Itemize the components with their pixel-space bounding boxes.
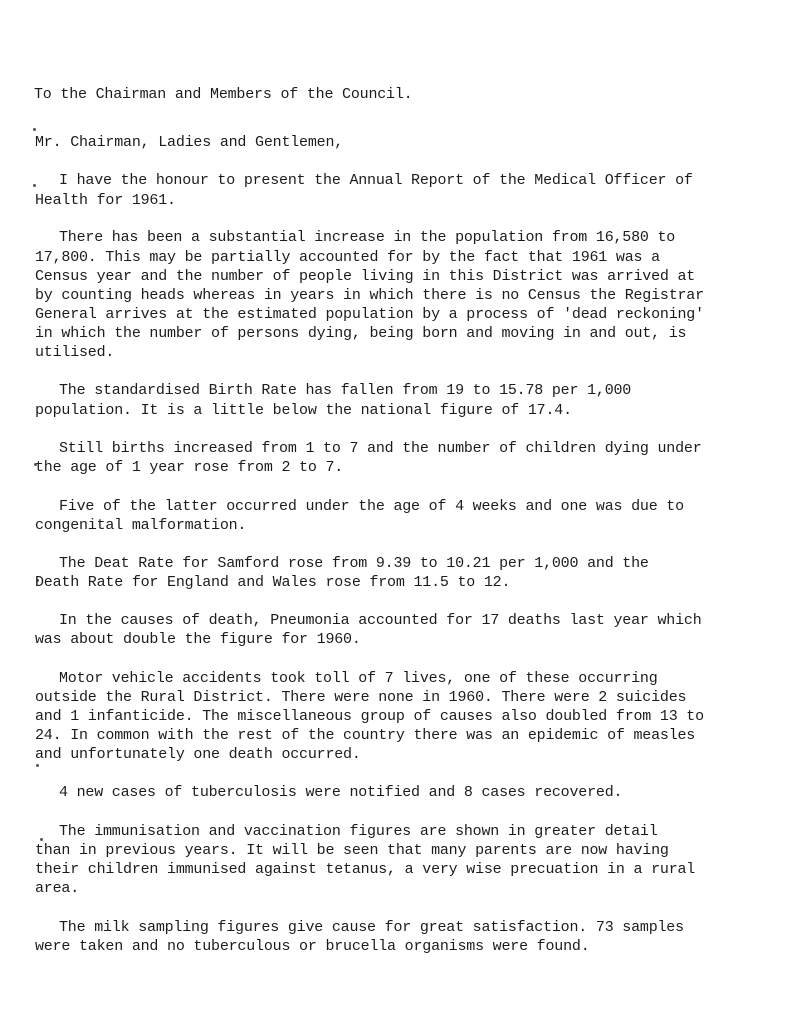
text-line: 24. In common with the rest of the country there was an epidemic of measles: [35, 727, 696, 744]
text-line: was about double the figure for 1960.: [35, 631, 361, 648]
text-line: in which the number of persons dying, being born and moving in and out, is: [35, 325, 687, 342]
text-line: the age of 1 year rose from 2 to 7.: [35, 459, 344, 476]
text-line: Five of the latter occurred under the age of 4 weeks and one was due to: [59, 498, 684, 515]
margin-speck: [33, 184, 36, 187]
text-line: Motor vehicle accidents took toll of 7 lives, one of these occurring: [59, 670, 658, 687]
text-line: In the causes of death, Pneumonia accounted for 17 deaths last year which: [59, 612, 702, 629]
salutation-line: Mr. Chairman, Ladies and Gentlemen,: [35, 134, 344, 151]
text-line: were taken and no tuberculous or brucella organisms were found.: [35, 938, 590, 955]
addressee-line: To the Chairman and Members of the Council.: [34, 86, 413, 103]
text-line: There has been a substantial increase in the population from 16,580 to: [59, 229, 676, 246]
text-line: Death Rate for England and Wales rose from 11.5 to 12.: [35, 574, 511, 591]
text-line: utilised.: [35, 344, 115, 361]
text-line: by counting heads whereas in years in which there is no Census the Registrar: [35, 287, 704, 304]
text-line: Health for 1961.: [35, 192, 176, 209]
margin-speck: [36, 764, 39, 767]
text-line: outside the Rural District. There were none in 1960. There were 2 suicides: [35, 689, 687, 706]
text-line: than in previous years. It will be seen that many parents are now having: [35, 842, 669, 859]
text-line: The immunisation and vaccination figures are shown in greater detail: [59, 823, 658, 840]
text-line: their children immunised against tetanus, a very wise precuation in a rural: [35, 861, 696, 878]
text-line: I have the honour to present the Annual Report of the Medical Officer of: [59, 172, 693, 189]
text-line: area.: [35, 880, 80, 897]
text-line: Still births increased from 1 to 7 and the number of children dying under: [59, 440, 702, 457]
text-line: General arrives at the estimated population by a process of 'dead reckoning': [35, 306, 704, 323]
text-line: 4 new cases of tuberculosis were notified and 8 cases recovered.: [59, 784, 623, 801]
text-line: population. It is a little below the national figure of 17.4.: [35, 402, 572, 419]
text-line: congenital malformation.: [35, 517, 247, 534]
text-line: 17,800. This may be partially accounted for by the fact that 1961 was a: [35, 249, 660, 266]
text-line: Census year and the number of people living in this District was arrived at: [35, 268, 696, 285]
text-line: The standardised Birth Rate has fallen from 19 to 15.78 per 1,000: [59, 382, 632, 399]
margin-speck: [33, 128, 36, 131]
text-line: and 1 infanticide. The miscellaneous group of causes also doubled from 13 to: [35, 708, 704, 725]
text-line: The Deat Rate for Samford rose from 9.39 to 10.21 per 1,000 and the: [59, 555, 649, 572]
text-line: and unfortunately one death occurred.: [35, 746, 361, 763]
text-line: The milk sampling figures give cause for great satisfaction. 73 samples: [59, 919, 684, 936]
